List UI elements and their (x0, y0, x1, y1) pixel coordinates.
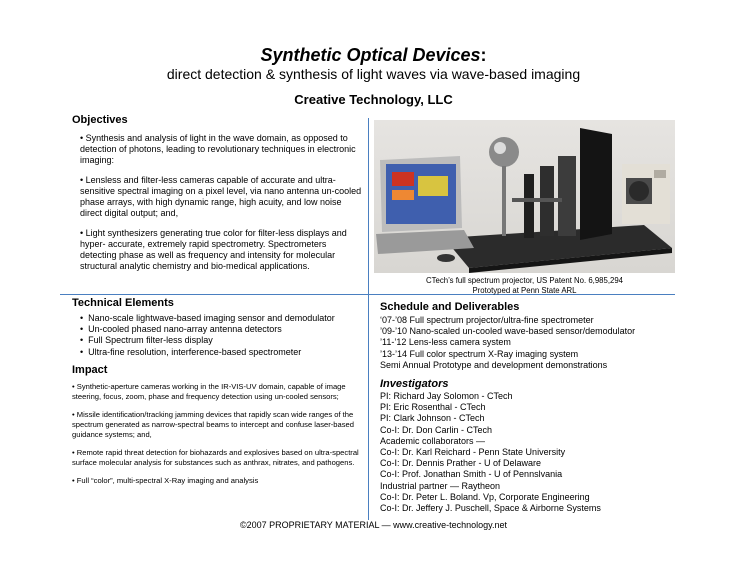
schedule-item: ’13-’14 Full color spectrum X-Ray imaging system (380, 348, 579, 359)
investigators-heading: Investigators (380, 378, 449, 390)
list-item: • Un-cooled phased nano-array antenna detectors (80, 324, 364, 335)
footer-copyright: ©2007 PROPRIETARY MATERIAL — www.creative-technology.net (239, 520, 508, 530)
company-name: Creative Technology, LLC (294, 92, 453, 107)
technical-list (72, 313, 364, 358)
impact-heading: Impact (72, 364, 108, 376)
photo-caption (374, 276, 675, 296)
investigator-item: Co-I: Dr. Peter L. Boland. Vp, Corporate Engineering (380, 491, 590, 502)
prototype-photo (374, 120, 675, 273)
investigator-item: Co-I: Dr. Don Carlin - CTech (380, 424, 493, 435)
technical-heading: Technical Elements (72, 297, 174, 309)
investigator-item: Co-I: Dr. Karl Reichard - Penn State University (380, 447, 566, 458)
impact-item: • Missile identification/tracking jamming devices that rapidly scan wide ranges of the spectrum generated as narrow-spectral beams to intercept and confuse laser-based guidance systems; and, (72, 410, 354, 439)
investigator-item: PI: Clark Johnson - CTech (380, 413, 485, 424)
schedule-item: ’11-’12 Lens-less camera system (380, 337, 511, 348)
impact-item: • Remote rapid threat detection for biohazards and explosives based on ultra-spectral surface molecular analysis for substances such as anthrax, nitrates, and pathogens. (72, 448, 359, 467)
impact-item: • Synthetic-aperture cameras working in the IR-VIS-UV domain, capable of image steering, focus, zoom, phase and frequency detection using un-cooled sensors; (72, 382, 346, 401)
investigator-item: Co-I: Dr. Dennis Prather - U of Delaware (380, 458, 542, 469)
schedule-heading: Schedule and Deliverables (380, 301, 520, 313)
technical-elements-section (72, 297, 364, 358)
investigator-item: Industrial partner — Raytheon (380, 480, 501, 491)
title-colon: : (480, 45, 487, 65)
schedule-item: ’09-’10 Nano-scaled un-cooled wave-based sensor/demodulator (380, 326, 636, 337)
list-item: • Nano-scale lightwave-based imaging sensor and demodulator (80, 313, 364, 324)
investigator-item: PI: Eric Rosenthal - CTech (380, 402, 486, 413)
caption-line-1: CTech’s full spectrum projector, US Patent No. 6,985,294 (425, 276, 624, 285)
lab-setup-illustration (374, 120, 675, 273)
objectives-heading: Objectives (72, 114, 128, 126)
schedule-item: ‘07-’08 Full spectrum projector/ultra-fine spectrometer (380, 315, 594, 325)
investigator-item: Academic collaborators — (380, 435, 486, 446)
schedule-section (380, 301, 670, 371)
investigators-section (380, 378, 670, 514)
list-item: • Ultra-fine resolution, interference-based spectrometer (80, 347, 364, 358)
page-title (0, 45, 747, 66)
impact-section (72, 364, 364, 494)
objective-item: • Synthesis and analysis of light in the wave domain, as opposed to detection of photons, leading to revolutionary techniques in electronic imaging: (80, 133, 356, 165)
objectives-section (72, 114, 364, 281)
investigator-item: PI: Richard Jay Solomon - CTech (380, 391, 513, 401)
schedule-item: Semi Annual Prototype and development demonstrations (380, 359, 608, 370)
vertical-divider (368, 118, 369, 520)
investigator-item: Co-I: Prof. Jonathan Smith - U of Pennslvania (380, 469, 563, 480)
caption-line-2: Prototyped at Penn State ARL (472, 286, 577, 295)
objective-item: • Light synthesizers generating true color for filter-less displays and hyper- accurate, extremely rapid spectrometry. Spectrometers detecting phase as well as frequency and intensity for molecular structural analytic chemistry and bio-medical applications. (80, 228, 347, 271)
list-item: • Full Spectrum filter-less display (80, 335, 364, 346)
objective-item: • Lensless and filter-less cameras capable of accurate and ultra-sensitive spectral imaging on a pixel level, via nano antenna un-cooled phase arrays, with high dynamic range, high acuity, and low noise direct digital output; and, (80, 175, 362, 218)
investigator-item: Co-I: Dr. Jeffery J. Puschell, Space & Airborne Systems (380, 503, 601, 514)
page-subtitle: direct detection & synthesis of light waves via wave-based imaging (166, 66, 581, 82)
impact-item: • Full “color”, multi-spectral X-Ray imaging and analysis (72, 476, 259, 485)
title-text: Synthetic Optical Devices (260, 45, 481, 65)
